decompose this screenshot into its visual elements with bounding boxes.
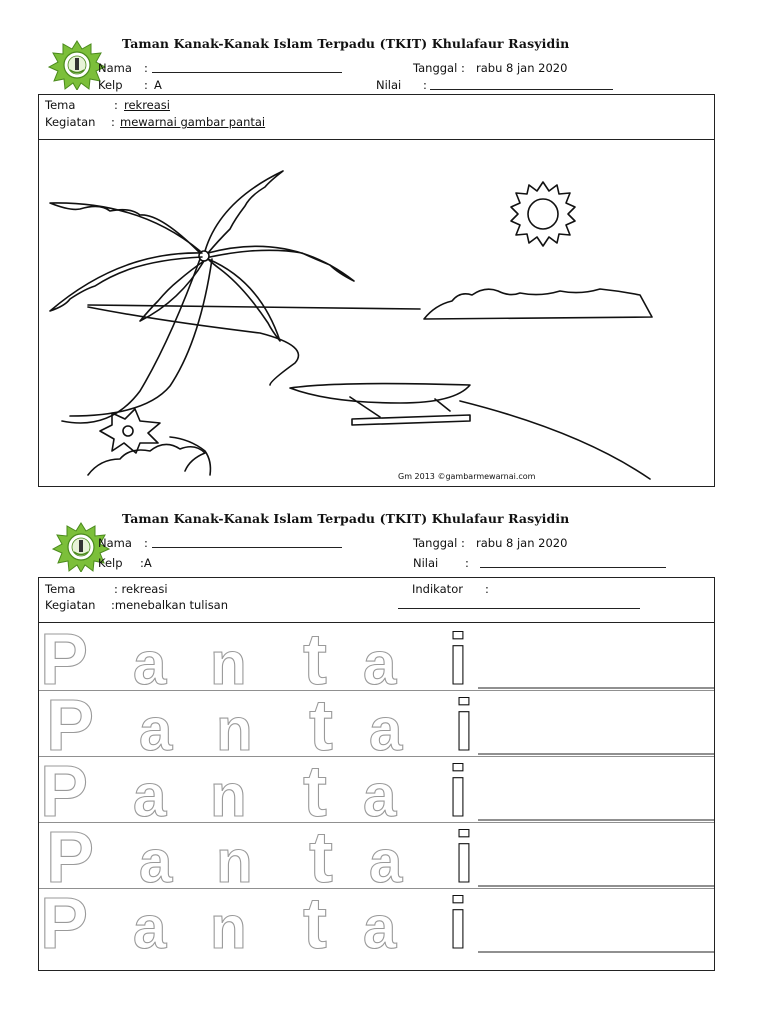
nilai-sep: : <box>423 78 427 92</box>
trace-letter: t <box>303 624 327 690</box>
trace-row <box>38 624 714 690</box>
trace-row <box>38 756 714 822</box>
shoreline <box>88 307 298 385</box>
trace-letter: a <box>133 894 167 954</box>
trace-letter: t <box>309 822 333 888</box>
shoreline-right <box>460 401 650 479</box>
nama-field[interactable] <box>152 72 342 73</box>
palm-leaf <box>208 259 280 341</box>
trace-letter: n <box>216 828 253 888</box>
divider <box>38 139 715 140</box>
trace-letter: t <box>303 756 327 822</box>
tema-value: : rekreasi <box>114 582 168 596</box>
indikator-sep: : <box>485 582 489 596</box>
nama-sep: : <box>144 61 148 75</box>
flower-icon <box>100 409 160 453</box>
kegiatan-value: mewarnai gambar pantai <box>120 115 266 129</box>
tema-sep: : <box>114 98 118 112</box>
tanggal-value: rabu 8 jan 2020 <box>476 61 568 75</box>
palm-leaf <box>205 171 283 253</box>
trace-letter: a <box>363 762 397 822</box>
palm-leaf <box>140 261 204 321</box>
tanggal-value: rabu 8 jan 2020 <box>476 536 568 550</box>
trace-row <box>38 690 714 756</box>
nilai-field[interactable] <box>430 89 613 90</box>
trace-letter: a <box>139 696 173 756</box>
nilai-label: Nilai <box>376 78 402 92</box>
kegiatan-label: Kegiatan <box>45 115 96 129</box>
trace-letter: t <box>303 888 327 954</box>
kelp-sep: : <box>144 78 148 92</box>
trace-letter: t <box>309 690 333 756</box>
trace-letter: a <box>369 696 403 756</box>
tema-label: Tema <box>45 582 76 596</box>
school-name: Taman Kanak-Kanak Islam Terpadu (TKIT) Khulafaur Rasyidin <box>122 36 570 51</box>
trace-letter: i <box>448 624 469 690</box>
trace-letter: i <box>448 756 469 822</box>
trace-letter: i <box>454 822 475 888</box>
tanggal-label: Tanggal : <box>413 61 465 75</box>
trace-letter: n <box>210 762 247 822</box>
palm-leaf <box>208 246 354 281</box>
trace-letter: a <box>133 762 167 822</box>
beach-drawing <box>40 141 713 485</box>
school-name: Taman Kanak-Kanak Islam Terpadu (TKIT) Khulafaur Rasyidin <box>122 511 570 526</box>
nama-field[interactable] <box>152 547 342 548</box>
palm-leaf <box>50 203 200 253</box>
nilai-label: Nilai <box>413 556 439 570</box>
nilai-field[interactable] <box>480 567 666 568</box>
trace-letter: P <box>40 624 89 690</box>
trace-letter: a <box>363 894 397 954</box>
nama-label: Nama <box>98 536 132 550</box>
palm-trunk <box>62 259 200 423</box>
kelp-value: :A <box>140 556 152 570</box>
indikator-label: Indikator <box>412 582 463 596</box>
kegiatan-value: :menebalkan tulisan <box>111 598 229 612</box>
tanggal-label: Tanggal : <box>413 536 465 550</box>
kegiatan-label: Kegiatan <box>45 598 96 612</box>
trace-letter: i <box>454 690 475 756</box>
tema-label: Tema <box>45 98 76 112</box>
tema-value: rekreasi <box>124 98 170 112</box>
trace-letter: i <box>448 888 469 954</box>
boat-outrigger <box>352 415 470 425</box>
trace-letter: a <box>133 630 167 690</box>
trace-row <box>38 888 714 954</box>
divider <box>38 622 715 623</box>
sun-icon <box>511 182 575 246</box>
kelp-value: A <box>154 78 162 92</box>
island <box>424 289 652 319</box>
trace-letter: P <box>46 690 95 756</box>
trace-letter: n <box>216 696 253 756</box>
horizon-line <box>88 305 420 309</box>
trace-letter: P <box>40 756 89 822</box>
trace-letter: P <box>40 888 89 954</box>
trace-letter: n <box>210 894 247 954</box>
indikator-field[interactable] <box>398 608 640 609</box>
trace-row <box>38 822 714 888</box>
kelp-label: Kelp <box>98 78 123 92</box>
bush <box>88 444 205 475</box>
trace-letter: a <box>139 828 173 888</box>
trace-letter: n <box>210 630 247 690</box>
credit-text: Gm 2013 ©gambarmewarnai.com <box>398 472 536 481</box>
trace-letter: a <box>363 630 397 690</box>
palm-leaf <box>50 253 202 311</box>
nama-label: Nama <box>98 61 132 75</box>
nama-sep: : <box>144 536 148 550</box>
kegiatan-sep: : <box>111 115 115 129</box>
nilai-sep: : <box>465 556 469 570</box>
kelp-label: Kelp <box>98 556 123 570</box>
trace-letter: a <box>369 828 403 888</box>
trace-letter: P <box>46 822 95 888</box>
boat <box>290 384 470 403</box>
